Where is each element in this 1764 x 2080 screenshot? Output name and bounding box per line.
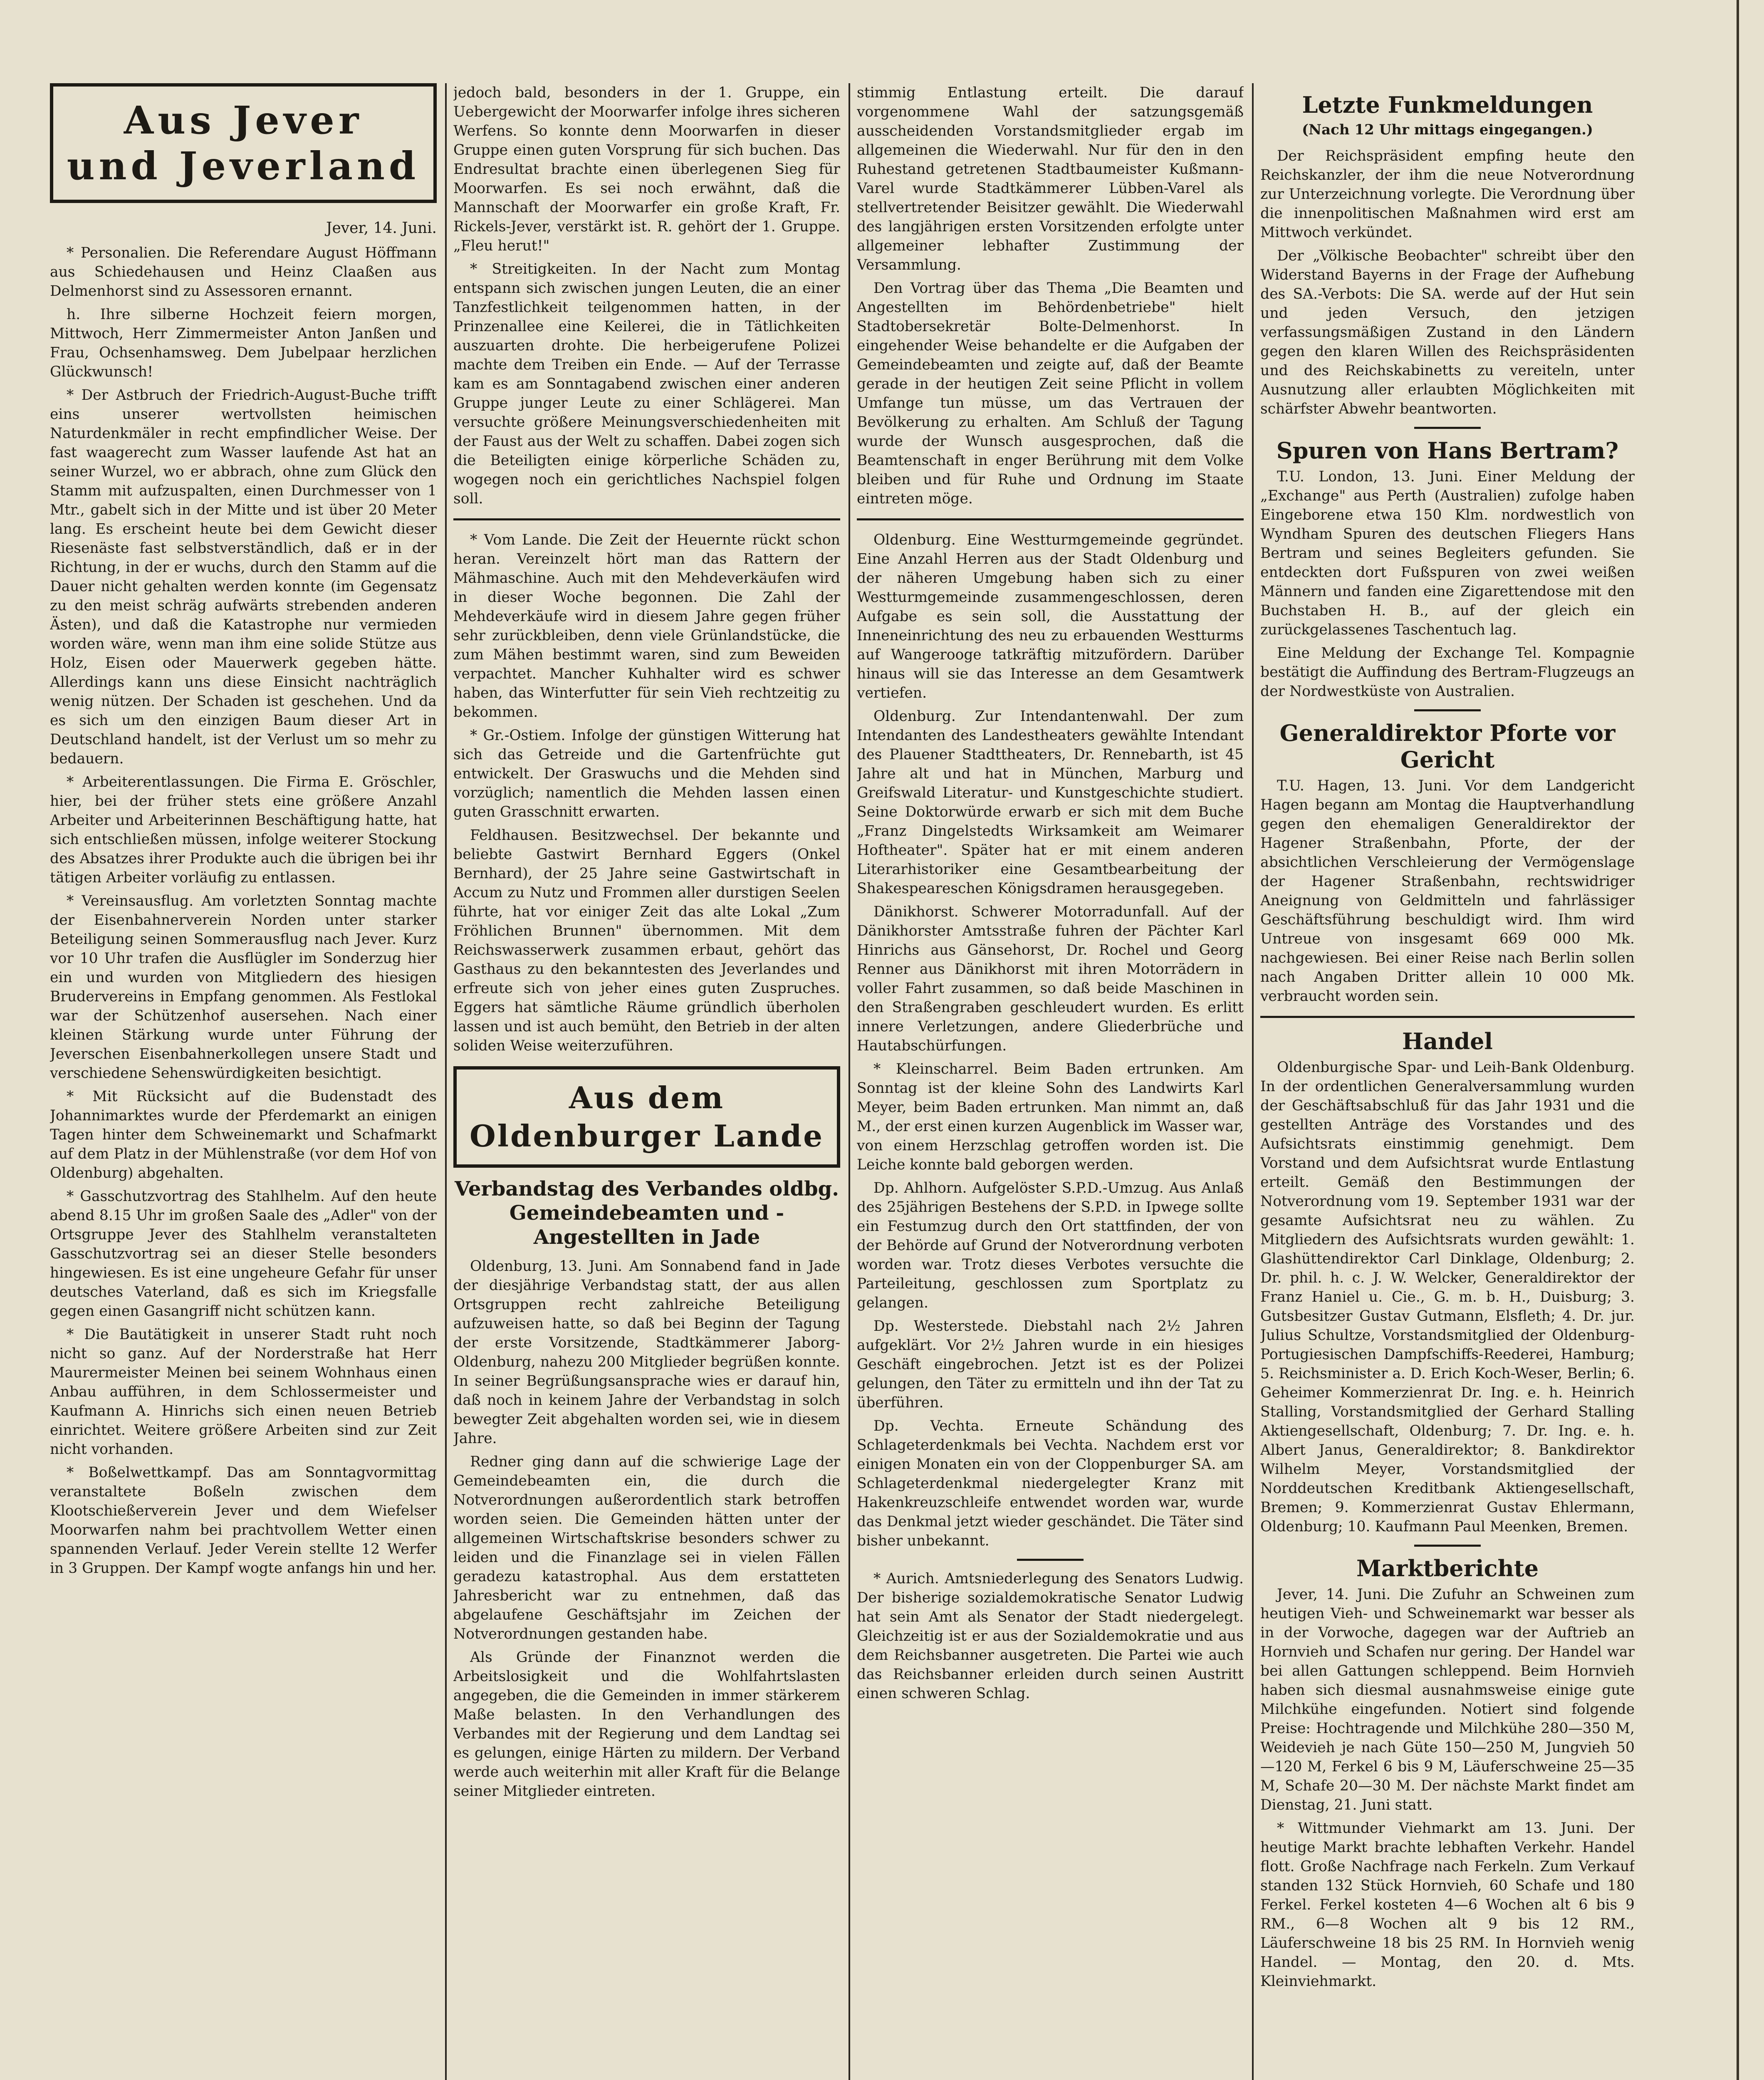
article-paragraph: * Arbeiterentlassungen. Die Firma E. Gröschler, hier, bei der früher stets eine größere Anzahl Arbeiter und Arbeiterinnen Beschäftigung hatte, hat sich entschließen müssen, infolge weiterer Stockung des Absatzes ihrer Produkte auch die übrigen bei ihr tätigen Arbeiter vorläufig zu entlassen. (50, 774, 437, 886)
short-divider (1017, 1559, 1084, 1561)
dateline: Jever, 14. Juni. (326, 220, 437, 237)
article-paragraph: * Mit Rücksicht auf die Budenstadt des Johannimarktes wurde der Pferdemarkt an einigen Tagen hinter dem Schweinemarkt und Schafmarkt auf dem Platz in der Mühlenstraße (vor dem Hof von Oldenburg) abgehalten. (50, 1088, 437, 1181)
article-paragraph: Oldenburg. Eine Westturmgemeinde gegründet. Eine Anzahl Herren aus der Stadt Oldenburg und der näheren Umgebung haben sich zu einer Westturmgemeinde zusammengeschlossen, deren Aufgabe es sein soll, die Ausstattung der Inneneinrichtung des neu zu erbauenden Westturms auf Wangerooge tatkräftig mitzufördern. Darüber hinaus will sie das Interesse an dem Gesamtwerk vertiefen. (857, 532, 1244, 701)
article-paragraph: Dp. Westerstede. Diebstahl nach 2½ Jahren aufgeklärt. Vor 2½ Jahren wurde in ein hiesiges Geschäft eingebrochen. Jetzt ist es der Polizei gelungen, den Täter zu ermitteln und ihn der Tat zu überführen. (857, 1318, 1244, 1411)
article-paragraph: T.U. Hagen, 13. Juni. Vor dem Landgericht Hagen begann am Montag die Hauptverhandlung gegen den ehemaligen Generaldirektor der Hagener Straßenbahn, Pforte, der der absichtlichen Verschleierung der Vermögenslage der Hagener Straßenbahn, rechtswidriger Aneignung von Geldmitteln und fahrlässiger Geschäftsführung beschuldigt wird. Ihm wird Untreue von insgesamt 669 000 Mk. nachgewiesen. Bei einer Reise nach Berlin sollen nach Angaben Dritter allein 10 000 Mk. verbraucht worden sein. (1260, 778, 1635, 1005)
article-paragraph: * Die Bautätigkeit in unserer Stadt ruht noch nicht so ganz. Auf der Norderstraße hat Herr Maurermeister Meinen bei seinem Wohnhaus einen Anbau aufführen, in dem Schlossermeister und Kaufmann A. Hinrichs sich einen neuen Betrieb einrichtet. Weitere größere Arbeiten sind zur Zeit nicht vorhanden. (50, 1326, 437, 1458)
section-heading: Letzte Funkmeldungen (1302, 92, 1593, 118)
article-paragraph: jedoch bald, besonders in der 1. Gruppe, ein Uebergewicht der Moorwarfer infolge ihres sicheren Werfens. So konnte denn Moorwarfen in dieser Gruppe einen guten Vorsprung für sich buchen. Das Endresultat brachte einen überlegenen Sieg für Moorwarfen. Es sei noch erwähnt, daß die Mannschaft der Moorwarfer ein große Kraft, Fr. Rickels-Jever, verstärkt ist. R. gehört der 1. Gruppe. „Fleu herut!" (453, 84, 840, 254)
article-paragraph: * Streitigkeiten. In der Nacht zum Montag entspann sich zwischen jungen Leuten, die an einer Tanzfestlichkeit teilgenommen hatten, in der Prinzenallee eine Keilerei, die in Tätlichkeiten auszuarten drohte. Die herbeigerufene Polizei machte dem Treiben ein Ende. — Auf der Terrasse kam es am Sonntagabend zwischen einer anderen Gruppe junger Leute zu einer Schlägerei. Man versuchte größere Meinungsverschiedenheiten mit der Faust aus der Welt zu schaffen. Dabei zogen sich die Beteiligten einige körperliche Schäden zu, wogegen noch ein gerichtliches Nachspiel folgen soll. (453, 261, 840, 507)
article-paragraph: Der Reichspräsident empfing heute den Reichskanzler, der ihm die neue Notverordnung zur Unterzeichnung vorlegte. Die Verordnung über die innenpolitischen Maßnahmen wird erst am Mittwoch verkündet. (1260, 148, 1635, 241)
section-heading: Handel (1402, 1028, 1493, 1055)
article-paragraph: Dp. Vechta. Erneute Schändung des Schlageterdenkmals bei Vechta. Nachdem erst vor einigen Monaten ein von der Cloppenburger SA. am Schlageterdenkmal niedergelegter Kranz mit Hakenkreuzschleife entwendet worden war, wurde das Denkmal jetzt wieder geschändet. Die Täter sind bisher unbekannt. (857, 1418, 1244, 1549)
article-paragraph: Den Vortrag über das Thema „Die Beamten und Angestellten im Behördenbetriebe" hielt Stadtobersekretär Bolte-Delmenhorst. In eingehender Weise behandelte er die Aufgaben der Gemeindebeamten und zeigte auf, daß der Beamte gerade in der heutigen Zeit seine Pflicht in vollem Umfange tun müsse, um das Vertrauen der Bevölkerung zu erhalten. Am Schluß der Tagung wurde der Wunsch ausgesprochen, daß die Beamtenschaft in enger Berührung mit dem Volke bleiben und für Ruhe und Ordnung im Staate eintreten möge. (857, 280, 1244, 507)
article-paragraph: Redner ging dann auf die schwierige Lage der Gemeindebeamten ein, die durch die Notverordnungen außerordentlich stark betroffen worden seien. Die Gemeinden hätten unter der allgemeinen Wirtschaftskrise besonders schwer zu leiden und die Finanzlage sei in vielen Fällen geradezu katastrophal. Aus dem erstatteten Jahresbericht war zu entnehmen, daß das abgelaufene Geschäftsjahr im Zeichen der Notverordnungen gestanden habe. (453, 1454, 840, 1642)
article-paragraph: Dp. Ahlhorn. Aufgelöster S.P.D.-Umzug. Aus Anlaß des 25jährigen Bestehens der S.P.D. in Ipwege sollte ein Festumzug durch den Ort stattfinden, der von der Behörde auf Grund der Notverordnung verboten worden war. Trotz dieses Verbotes versuchte die Parteileitung, geschlossen zum Sportplatz zu gelangen. (857, 1180, 1244, 1311)
masthead-line-2: und Jeverland (67, 144, 420, 188)
article-headline: Verbandstag des Verbandes oldbg. Gemeindebeamten und -Angestellten in Jade (455, 1177, 839, 1249)
column-1 (50, 83, 437, 2080)
horizontal-rule (453, 518, 840, 520)
article-paragraph: Oldenburg, 13. Juni. Am Sonnabend fand in Jade der diesjährige Verbandstag statt, der aus allen Ortsgruppen recht zahlreiche Beteiligung aufzuweisen hatte, so daß bei Beginn der Tagung der erste Vorsitzende, Stadtkämmerer Jaborg-Oldenburg, nahezu 200 Mitglieder begrüßen konnte. In seiner Begrüßungsansprache wies er darauf hin, daß noch in keinem Jahre der Verbandstag in solch bewegter Zeit abgehalten worden sei, wie in diesem Jahre. (453, 1258, 840, 1447)
column-4 (1260, 83, 1635, 2080)
short-divider (1414, 1545, 1481, 1547)
section-subheading: (Nach 12 Uhr mittags eingegangen.) (1301, 121, 1593, 138)
article-paragraph: Oldenburgische Spar- und Leih-Bank Oldenburg. In der ordentlichen Generalversammlung wurden der Geschäftsabschluß für das Jahr 1931 und die gestellten Anträge des Vorstandes und des Aufsichtsrats einstimmig genehmigt. Dem Vorstand und dem Aufsichtsrat wurde Entlastung erteilt. Gemäß den Bestimmungen der Notverordnung vom 19. September 1931 war der gesamte Aufsichtsrat neu zu wählen. Zu Mitgliedern des Aufsichtsrats wurden gewählt: 1. Glashüttendirektor Carl Dinklage, Oldenburg; 2. Dr. phil. h. c. J. W. Welcker, Generaldirektor der Franz Haniel u. Cie., G. m. b. H., Duisburg; 3. Gutsbesitzer Gustav Gutmann, Elsfleth; 4. Dr. jur. Julius Schultze, Vorstandsmitglied der Oldenburg-Portugiesischen Dampfschiffs-Reederei, Hamburg; 5. Reichsminister a. D. Erich Koch-Weser, Berlin; 6. Geheimer Kommerzienrat Dr. Ing. e. h. Heinrich Stalling, Vorstandsmitglied der Gerhard Stalling Aktiengesellschaft, Oldenburg; 7. Dr. Ing. e. h. Albert Janus, Generaldirektor; 8. Bankdirektor Wilhelm Meyer, Vorstandsmitglied der Norddeutschen Kreditbank Aktiengesellschaft, Bremen; 9. Kommerzienrat Gustav Ehlermann, Oldenburg; 10. Kaufmann Paul Meenken, Bremen. (1260, 1059, 1635, 1535)
masthead-line-1: Aus Jever (124, 98, 363, 143)
article-paragraph: Jever, 14. Juni. Die Zufuhr an Schweinen zum heutigen Vieh- und Schweinemarkt war besser als in der Vorwoche, dagegen war der Auftrieb an Hornvieh und Schafen nur gering. Der Handel war bei allen Gattungen schleppend. Beim Hornvieh haben sich diesmal ausnahmsweise einige gute Milchkühe eingefunden. Notiert sind folgende Preise: Hochtragende und Milchkühe 280—350 M, Weidevieh je nach Güte 150—250 M, Jungvieh 50—120 M, Ferkel 6 bis 9 M, Läuferschweine 25—35 M, Schafe 20—30 M. Der nächste Markt findet am Dienstag, 21. Juni statt. (1260, 1586, 1635, 1813)
article-paragraph: T.U. London, 13. Juni. Einer Meldung der „Exchange" aus Perth (Australien) zufolge haben Eingeborene etwa 150 Klm. nordwestlich von Wyndham Spuren des deutschen Fliegers Hans Bertram und seines Begleiters gefunden. Sie entdeckten dort Fußspuren von zwei weißen Männern und fanden eine Zigarettendose mit den Buchstaben H. B., auf der gleich ein zurückgelassenes Taschentuch lag. (1260, 468, 1635, 638)
article-paragraph: * Vereinsausflug. Am vorletzten Sonntag machte der Eisenbahnerverein Norden unter starker Beteiligung seinen Sommerausflug nach Jever. Kurz vor 10 Uhr trafen die Ausflügler im Sonderzug hier ein und wurden von Mitgliedern des hiesigen Brudervereins in Empfang genommen. Als Festlokal war der Schützenhof ausersehen. Nach einer kleinen Stärkung wurde unter Führung der Jeverschen Eisenbahnerkollegen unsere Stadt und verschiedene Sehenswürdigkeiten besichtigt. (50, 893, 437, 1082)
section-title: Aus dem Oldenburger Lande (469, 1080, 824, 1154)
short-divider (1414, 427, 1481, 429)
short-divider (1414, 709, 1481, 711)
column-divider (849, 83, 850, 2080)
article-paragraph: Eine Meldung der Exchange Tel. Kompagnie bestätigt die Auffindung des Bertram-Flugzeugs an der Nordwestküste von Australien. (1260, 645, 1635, 700)
horizontal-rule (857, 518, 1244, 520)
article-paragraph: Als Gründe der Finanznot werden die Arbeitslosigkeit und die Wohlfahrtslasten angegeben, die die Gemeinden in immer stärkerem Maße belasten. In den Verhandlungen des Verbandes mit der Regierung und dem Landtag sei es gelungen, einige Härten zu mildern. Der Verband werde auch weiterhin mit aller Kraft für die Belange seiner Mitglieder eintreten. (453, 1649, 840, 1800)
article-paragraph: * Der Astbruch der Friedrich-August-Buche trifft eins unserer wertvollsten heimischen Naturdenkmäler in recht empfindlicher Weise. Der fast waagerecht zum Wasser laufende Ast hat an seiner Wurzel, wo er abbrach, ohne zum Glück den Stamm mit aufzuspalten, einen Durchmesser von 1 Mtr., gabelt sich in der Mitte und ist über 20 Meter lang. Es erscheint heute bei dem Gewicht dieser Riesenäste fast selbstverständlich, daß er in der Richtung, in der er wuchs, durch den Stamm auf die Dauer nicht gehalten werden konnte (im Gegensatz zu den meist schräg aufwärts strebenden anderen Ästen), und daß die Katastrophe nur vermieden worden wäre, wenn man ihm eine solide Stütze aus Holz, Eisen oder Mauerwerk gegeben hätte. Allerdings kann uns diese Einsicht nachträglich wenig nützen. Der Schaden ist geschehen. Und da es sich um den einzigen Baum dieser Art in Deutschland handelt, ist der Verlust um so mehr zu bedauern. (50, 387, 437, 767)
article-paragraph: Der „Völkische Beobachter" schreibt über den Widerstand Bayerns in der Frage der Aufhebung des SA.-Verbots: Die SA. werde auf der Hut sein und jeden Versuch, den jetzigen verfassungsmäßigen Zustand in den Ländern gegen den klaren Willen des Reichspräsidenten und des Reichskabinetts zu vereiteln, unter Ausnutzung aller erlaubten Möglichkeiten mit schärfster Abwehr beantworten. (1260, 248, 1635, 417)
article-paragraph: Oldenburg. Zur Intendantenwahl. Der zum Intendanten des Landestheaters gewählte Intendant des Plauener Stadttheaters, Dr. Rennebarth, ist 45 Jahre alt und hat in München, Marburg und Greifswald Literatur- und Kunstgeschichte studiert. Seine Doktorwürde erwarb er sich mit dem Buche „Franz Dingelstedts Wirksamkeit am Weimarer Hoftheater". Später hat er mit einem anderen Literarhistoriker eine Gesamtbearbeitung der Shakespeareschen Königsdramen herausgegeben. (857, 708, 1244, 897)
column-3 (857, 83, 1244, 2080)
article-paragraph: * Vom Lande. Die Zeit der Heuernte rückt schon heran. Vereinzelt hört man das Rattern der Mähmaschine. Auch mit den Mehdeverkäufen wird in dieser Woche begonnen. Die Zahl der Mehdeverkäufe wird in diesem Jahre gegen früher sehr zurückbleiben, denn viele Grünlandstücke, die zum Mähen bestimmt waren, sind zum Beweiden verpachtet. Mancher Kuhhalter wird es schwer haben, das Winterfutter für sein Vieh rechtzeitig zu bekommen. (453, 532, 840, 721)
article-paragraph: Feldhausen. Besitzwechsel. Der bekannte und beliebte Gastwirt Bernhard Eggers (Onkel Bernhard), der 25 Jahre seine Gastwirtschaft in Accum zu Nutz und Frommen aller durstigen Seelen führte, hat vor einiger Zeit das alte Lokal „Zum Fröhlichen Brunnen" übernommen. Mit dem Reichswasserwerk zusammen erbaut, gehört das Gasthaus zu den bekanntesten des Jeverlandes und erfreute sich von jeher eines guten Zuspruches. Eggers hat sämtliche Räume gründlich überholen lassen und ist auch bemüht, den Betrieb in der alten soliden Weise weiterzuführen. (453, 827, 840, 1054)
column-divider (1252, 83, 1254, 2080)
article-paragraph: * Gasschutzvortrag des Stahlhelm. Auf den heute abend 8.15 Uhr im großen Saale des „Adler" von der Ortsgruppe Jever des Stahlhelm veranstalteten Gasschutzvortrag sei an dieser Stelle besonders hingewiesen. Es ist eine ungeheure Gefahr für unser deutsches Vaterland, daß es sich im Kriegsfalle gegen einen Gasangriff nicht schützen kann. (50, 1188, 437, 1320)
article-paragraph: * Gr.-Ostiem. Infolge der günstigen Witterung hat sich das Getreide und die Gartenfrüchte gut entwickelt. Der Graswuchs und die Mehden sind vorzüglich; namentlich die Mehden lassen einen guten Grasschnitt erwarten. (453, 727, 840, 820)
section-masthead-jever (50, 83, 437, 203)
article-paragraph: * Wittmunder Viehmarkt am 13. Juni. Der heutige Markt brachte lebhaften Verkehr. Handel flott. Große Nachfrage nach Ferkeln. Zum Verkauf standen 132 Stück Hornvieh, 60 Schafe und 180 Ferkel. Ferkel kosteten 4—6 Wochen alt 6 bis 9 RM., 6—8 Wochen alt 9 bis 12 RM., Läuferschweine 18 bis 25 RM. In Hornvieh wenig Handel. — Montag, den 20. d. Mts. Kleinviehmarkt. (1260, 1820, 1635, 1990)
article-paragraph: * Aurich. Amtsniederlegung des Senators Ludwig. Der bisherige sozialdemokratische Senator Ludwig hat sein Amt als Senator der Stadt niedergelegt. Gleichzeitig ist er aus der Sozialdemokratie und aus dem Reichsbanner ausgetreten. Die Partei wie auch das Reichsbanner erleiden durch seinen Austritt einen schweren Schlag. (857, 1570, 1244, 1702)
column-2 (453, 83, 840, 2080)
section-heading: Generaldirektor Pforte vor Gericht (1279, 720, 1616, 773)
newspaper-page (33, 83, 1635, 2080)
article-paragraph: * Boßelwettkampf. Das am Sonntagvormittag veranstaltete Boßeln zwischen dem Klootschießerverein Jever und dem Wiefelser Moorwarfen nahm bei prachtvollem Wetter einen spannenden Verlauf. Jeder Verein stellte 12 Werfer in 3 Gruppen. Der Kampf wogte anfangs hin und her. (50, 1464, 437, 1577)
article-paragraph: Dänikhorst. Schwerer Motorradunfall. Auf der Dänikhorster Amtsstraße fuhren der Pächter Karl Hinrichs aus Gänsehorst, Dr. Rochel und Georg Renner aus Dänikhorst mit ihren Motorrädern in voller Fahrt zusammen, so daß beide Maschinen in den Straßengraben geschleudert wurden. Es erlitt innere Verletzungen, andere Gliederbrüche und Hautabschürfungen. (857, 904, 1244, 1054)
article-paragraph: h. Ihre silberne Hochzeit feiern morgen, Mittwoch, Herr Zimmermeister Anton Janßen und Frau, Ochsenhamsweg. Dem Jubelpaar herzlichen Glückwunsch! (50, 306, 437, 380)
page-edge-shadow (1737, 0, 1739, 2080)
article-paragraph: * Personalien. Die Referendare August Höffmann aus Schiedehausen und Heinz Claaßen aus Delmenhorst sind zu Assessoren ernannt. (50, 245, 437, 300)
section-heading: Marktberichte (1356, 1555, 1539, 1582)
horizontal-rule (1260, 1016, 1635, 1018)
section-heading: Spuren von Hans Bertram? (1276, 437, 1619, 464)
article-paragraph: stimmig Entlastung erteilt. Die darauf vorgenommene Wahl der satzungsgemäß ausscheidenden Vorstandsmitglieder ergab im allgemeinen die Wiederwahl. Nur für den in den Ruhestand getretenen Stadtbaumeister Kußmann-Varel wurde Stadtkämmerer Lübben-Varel als stellvertretender Beisitzer gewählt. Die Wiederwahl des langjährigen ersten Vorsitzenden erfolgte unter allgemeiner lebhafter Zustimmung der Versammlung. (857, 84, 1244, 273)
column-divider (445, 83, 447, 2080)
article-paragraph: * Kleinscharrel. Beim Baden ertrunken. Am Sonntag ist der kleine Sohn des Landwirts Karl Meyer, beim Baden ertrunken. Man nimmt an, daß M., der erst einen kurzen Augenblick im Wasser war, von einem Herzschlag getroffen worden ist. Die Leiche konnte bald geborgen werden. (857, 1061, 1244, 1173)
section-masthead-oldenburg (453, 1066, 840, 1168)
